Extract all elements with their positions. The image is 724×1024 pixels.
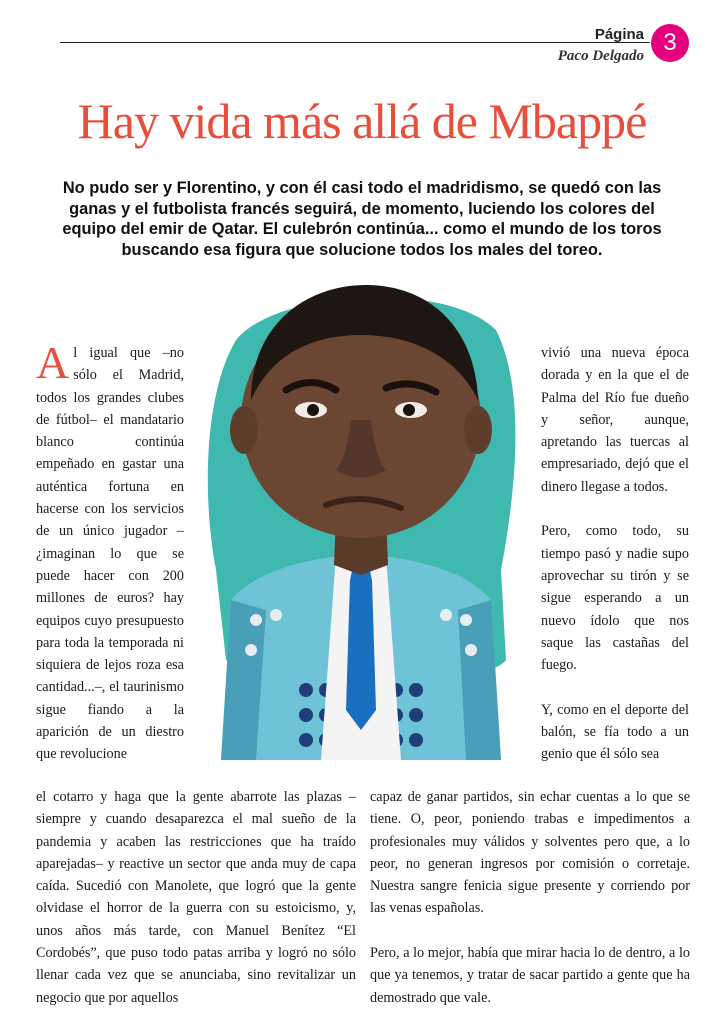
column-upper-left bbox=[36, 337, 184, 766]
paragraph-1-start: l igual que –no sólo el Madrid, todos los grandes clubes de fútbol– el mandatario blanco continúa empeñado en gastar una auténtica fortuna en hacerse con los servicios de un único jugador –¿imaginan lo que se puede hacer con 200 millones de euros? hay equipos cuyo presupuesto para toda la temporada ni siquiera de lejos roza esa cantidad...–, el taurinismo sigue fiando a la aparición de un diestro que revolucione bbox=[36, 345, 184, 763]
page-number-badge: 3 bbox=[651, 24, 689, 62]
header-rule bbox=[60, 42, 650, 43]
author-name: Paco Delgado bbox=[557, 48, 644, 64]
column-lower-right bbox=[370, 786, 690, 1009]
drop-cap: A bbox=[36, 337, 70, 388]
article-title: Hay vida más allá de Mbappé bbox=[77, 93, 647, 149]
paragraph-manolete: el cotarro y haga que la gente abarrote las plazas –siempre y cuando desaparezca el mal sueño de la pandemia y acaben las restricciones que ha traído aparejadas– y reactive un sector que anda muy de capa caída. Sucedió con Manolete, que logró que la gente olvidase el horror de la guerra con su estoicismo, y, unos años más tarde, con Manuel Benítez “El Cordobés”, que puso todo patas arriba y logró no sólo llenar cada vez que se anunciaba, sino revitalizar un negocio que por aquellos bbox=[36, 789, 356, 1006]
paragraph-win-matches: capaz de ganar partidos, sin echar cuentas a lo que se tiene. O, peor, poniendo trabas e impedimentos a profesionales muy válidos y solventes pero que, a lo peor, no generan ingresos por comisión o corretaje. Nuestra sangre fenicia sigue presente y corriendo por las venas españolas. bbox=[370, 789, 690, 917]
column-upper-right bbox=[541, 342, 689, 766]
tie bbox=[346, 562, 376, 730]
paragraph-golden-era: vivió una nueva época dorada y en la que el de Palma del Río fue dueño y señor, aunque, apretando las tuercas al empresariado, dejó que el dinero llegase a todos. bbox=[541, 345, 689, 495]
page-label: Página bbox=[594, 26, 644, 43]
article-lead: No pudo ser y Florentino, y con él casi todo el madridismo, se quedó con las ganas y el futbolista francés seguirá, de momento, luciendo los colores del equipo del emir de Qatar. El culebrón continúa... como el mundo de los toros buscando esa figura que solucione todos los males del toreo. bbox=[62, 179, 662, 259]
caricature-illustration bbox=[196, 270, 526, 790]
paragraph-conclusion: Pero, a lo mejor, había que mirar hacia lo de dentro, a lo que ya tenemos, y tratar de sacar partido a gente que ha demostrado que vale. bbox=[370, 945, 690, 1006]
paragraph-time-passed: Pero, como todo, su tiempo pasó y nadie supo aprovechar su tirón y se sigue esperando a un nuevo ídolo que nos saque las castañas del fuego. bbox=[541, 523, 689, 674]
paragraph-football-comparison: Y, como en el deporte del balón, se fía todo a un genio que él sólo sea bbox=[541, 701, 689, 763]
column-lower-left bbox=[36, 786, 356, 1009]
